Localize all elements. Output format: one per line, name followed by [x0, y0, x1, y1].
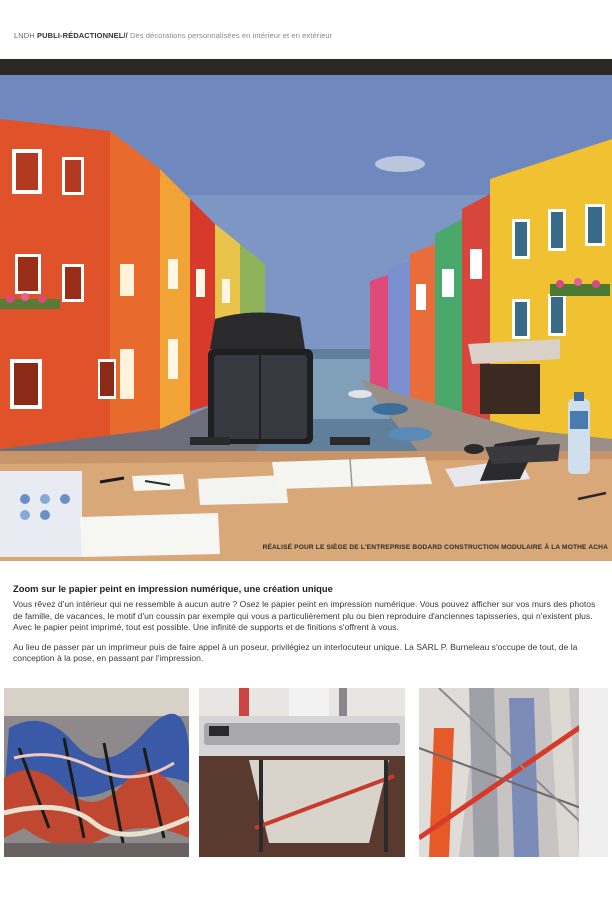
- graffiti-wallpaper-photo: [4, 688, 189, 857]
- article-paragraph: Vous rêvez d'un intérieur qui ne ressemble à aucun autre ? Osez le papier peint en impression numérique. Vous pouvez afficher sur vos murs des photos de famille, de vacances, le motif d'un coussin par exemple qui vous a particulièrement plu ou bien reproduire d'anciennes tapisseries, qui n'existent plus. Avec le papier peint imprimé, tout est possible. Une infinité de supports et de finitions s'offrent à vous.: [13, 599, 596, 633]
- hero-photo: [0, 59, 612, 561]
- article-title: Zoom sur le papier peint en impression numérique, une création unique: [13, 583, 333, 594]
- office-venice-wallpaper-image: [0, 59, 612, 561]
- large-format-printer-photo: [199, 688, 405, 857]
- article-paragraph: Au lieu de passer par un imprimeur puis de faire appel à un poseur, privilégiez un interlocuteur unique. La SARL P. Burneleau s'occupe de tout, de la conception à la pose, en passant par l'impression.: [13, 641, 578, 664]
- header-brand: LNDH: [14, 31, 35, 40]
- header-subtitle: Des décorations personnalisées en intérieur et en extérieur: [129, 31, 333, 40]
- header-section: PUBLI-RÉDACTIONNEL: [37, 31, 124, 40]
- header-separator: //: [123, 31, 128, 40]
- photo-caption: RÉALISÉ POUR LE SIÈGE DE L'ENTREPRISE BODARD CONSTRUCTION MODULAIRE À LA MOTHE ACHA: [262, 544, 608, 551]
- running-header: [14, 31, 332, 40]
- article-body: [13, 583, 599, 673]
- printed-panel-closeup-photo: [419, 688, 608, 857]
